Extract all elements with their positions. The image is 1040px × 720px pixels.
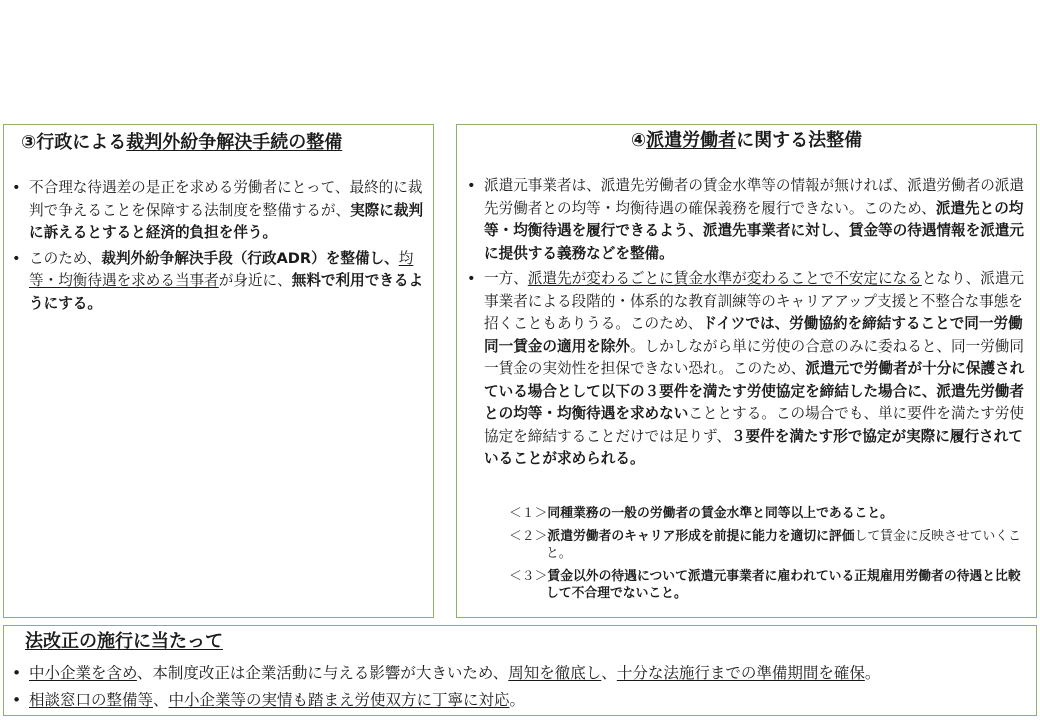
bold-text: 無料で利用できるようにする。 [29, 272, 424, 312]
text: 不合理な待遇差の是正を求める労働者にとって、最終的に裁判で争えることを保障する法制度を整備するが、 [29, 179, 423, 219]
panel-title [25, 631, 223, 653]
text: 、 [153, 691, 169, 709]
panel-implementation [3, 625, 1037, 716]
text: 一方、 [484, 270, 528, 287]
requirement-item [509, 528, 1031, 562]
bold-text: ドイツでは、労働協約を締結することで同一労働同一賃金の適用を除外 [484, 315, 1023, 355]
bold-text: 派遣元で労働者が十分に保護されている場合として以下の３要件を満たす労使協定を締結した場合に、派遣先労働者との均等・均衡待遇を求めない [484, 360, 1025, 422]
bold-text: 裁判外紛争解決手段（行政ADR）を整備し、 [101, 249, 399, 267]
bullet-item [465, 175, 1027, 265]
title-suffix: に関する法整備 [736, 130, 863, 151]
text: 、本制度改正は企業活動に与える影響が大きいため、 [136, 664, 509, 682]
bold-text: 派遣先との均等・均衡待遇を履行できるよう、派遣先事業者に対し、賃金等の待遇情報を派遣元に提供する義務などを整備。 [484, 199, 1024, 262]
bullet-list [465, 175, 1027, 474]
text: 、 [601, 664, 617, 682]
title-number: ③ [21, 132, 37, 153]
title-underlined: 派遣労働者 [646, 130, 737, 151]
text: こととする。この場合でも、単に要件を満たす労使協定を締結することだけでは足りず、 [484, 405, 1024, 445]
requirement-number: ＜２＞ [509, 529, 548, 544]
bold-text: 派遣労働者のキャリア形成を前提に能力を適切に評価 [547, 529, 855, 544]
bullet-item [10, 248, 424, 316]
bold-text: 同種業務の一般の労働者の賃金水準と同等以上であること。 [547, 506, 893, 521]
text: 派遣元事業者は、派遣先労働者の賃金水準等の情報が無ければ、派遣労働者の派遣先労働者との均等・均衡待遇の確保義務を履行できない。このため、 [484, 177, 1024, 217]
title-prefix: 行政による [36, 132, 127, 153]
panel-title [457, 130, 1036, 152]
bullet-list [10, 661, 1020, 715]
text: して賃金に反映させていくこと。 [546, 529, 1021, 561]
title-underlined: 裁判外紛争解決手続の整備 [126, 132, 343, 153]
requirement-list [509, 505, 1031, 608]
text: となり、派遣元事業者による段階的・体系的な教育訓練等のキャリアアップ支援と不整合な事態を招くこともありうる。このため、 [484, 270, 1025, 332]
bullet-list [10, 177, 424, 318]
title-underlined: 法改正の施行に当たって [25, 631, 223, 652]
panel-title [21, 132, 342, 154]
underlined-text: 中小企業等の実情も踏まえ労使双方に丁寧に対応 [168, 691, 510, 709]
text: このため、 [29, 249, 102, 267]
text: 。 [509, 691, 526, 709]
text: 。しかしながら単に労使の合意のみに委ねると、同一労働同一賃金の実効性を担保できない恐れ。このため、 [484, 337, 1024, 377]
bold-text: 賃金以外の待遇について派遣元事業者に雇われている正規雇用労働者の待遇と比較して不合理でないこと。 [546, 569, 1021, 601]
text: 。 [864, 664, 881, 682]
underlined-text: 周知を徹底し [508, 664, 602, 682]
text: が身近に、 [218, 272, 292, 289]
bold-text: ３要件を満たす形で協定が実際に履行されていることが求められる。 [484, 427, 1023, 467]
bullet-item [10, 688, 1020, 712]
underlined-text: 派遣先が変わるごとに賃金水準が変わることで不安定になる [527, 270, 922, 287]
panel-dispatch-workers [456, 124, 1037, 618]
requirement-item [509, 568, 1031, 602]
underlined-text: 均等・均衡待遇を求める当事者 [29, 249, 414, 289]
bullet-item [10, 661, 1020, 685]
requirement-number: ＜３＞ [509, 569, 548, 584]
underlined-text: 中小企業を含め [29, 664, 137, 682]
bullet-item [10, 177, 424, 245]
requirement-number: ＜１＞ [509, 506, 548, 521]
title-number: ④ [630, 130, 647, 151]
bold-text: 実際に裁判に訴えるとすると経済的負担を伴う。 [29, 201, 424, 241]
bullet-item [465, 268, 1027, 471]
underlined-text: 十分な法施行までの準備期間を確保 [616, 664, 865, 682]
requirement-item [509, 505, 1031, 522]
underlined-text: 相談窓口の整備等 [29, 691, 154, 709]
panel-administrative-adr [3, 124, 434, 618]
